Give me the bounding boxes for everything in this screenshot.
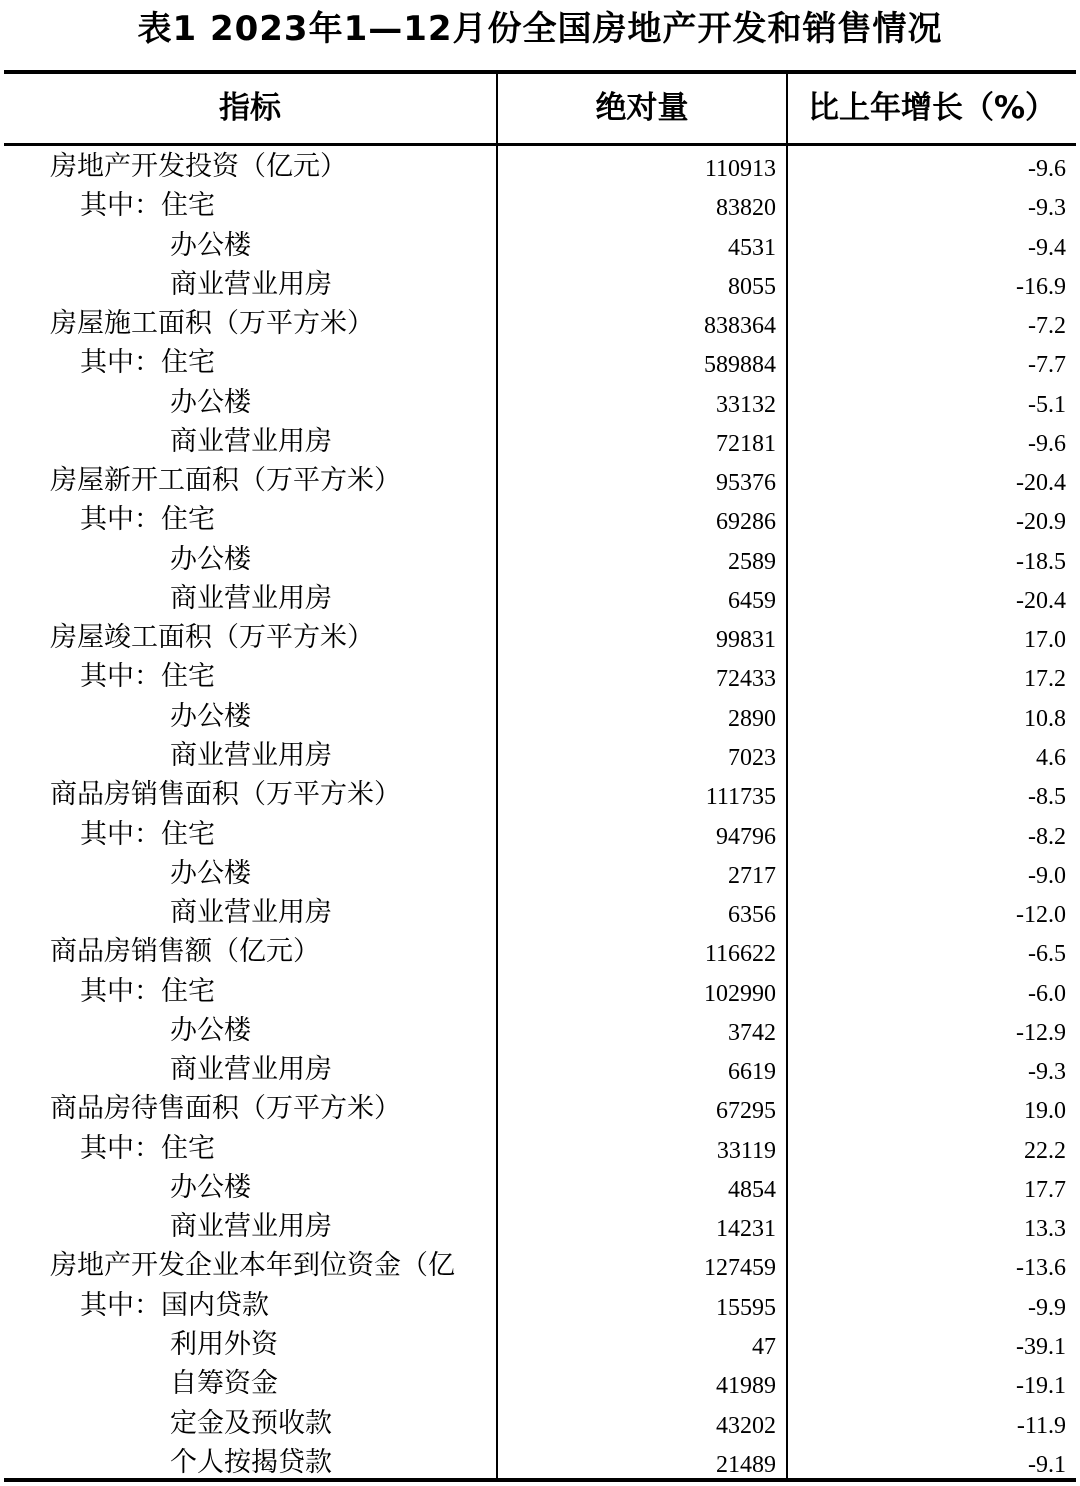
row-growth-value: -20.9 bbox=[1016, 509, 1066, 536]
row-growth-value: 13.3 bbox=[1024, 1216, 1066, 1243]
row-absolute-value: 14231 bbox=[716, 1216, 776, 1243]
row-absolute-value: 72433 bbox=[716, 666, 776, 693]
row-label: 房地产开发投资（亿元） bbox=[50, 151, 347, 182]
row-absolute-value: 83820 bbox=[716, 195, 776, 222]
bottom-rule bbox=[4, 1478, 1076, 1482]
row-absolute-value: 6356 bbox=[728, 902, 776, 929]
row-growth-value: 17.7 bbox=[1024, 1176, 1066, 1203]
row-label: 商业营业用房 bbox=[170, 739, 332, 771]
table-row bbox=[0, 855, 1080, 894]
row-growth-value: -7.2 bbox=[1028, 313, 1066, 340]
table-row bbox=[0, 737, 1080, 776]
table-row bbox=[0, 1326, 1080, 1365]
row-label: 商业营业用房 bbox=[170, 268, 332, 300]
table-row bbox=[0, 658, 1080, 697]
row-label: 其中：住宅 bbox=[80, 975, 215, 1007]
row-absolute-value: 99831 bbox=[716, 627, 776, 654]
table-row bbox=[0, 501, 1080, 540]
table-row bbox=[0, 1208, 1080, 1247]
row-label: 其中：住宅 bbox=[80, 661, 215, 693]
header-rule bbox=[4, 143, 1076, 146]
row-absolute-value: 21489 bbox=[716, 1451, 776, 1478]
row-label: 定金及预收款 bbox=[170, 1407, 332, 1439]
table-row bbox=[0, 1365, 1080, 1404]
row-absolute-value: 8055 bbox=[728, 273, 776, 300]
row-absolute-value: 43202 bbox=[716, 1412, 776, 1439]
row-growth-value: -39.1 bbox=[1016, 1333, 1066, 1360]
row-growth-value: -18.5 bbox=[1016, 548, 1066, 575]
row-absolute-value: 116622 bbox=[704, 941, 776, 968]
row-label: 个人按揭贷款 bbox=[170, 1446, 332, 1478]
row-absolute-value: 67295 bbox=[716, 1098, 776, 1125]
table-row bbox=[0, 619, 1080, 658]
row-absolute-value: 2890 bbox=[728, 705, 776, 732]
row-absolute-value: 110913 bbox=[704, 156, 776, 182]
row-growth-value: -16.9 bbox=[1016, 273, 1066, 300]
row-growth-value: -9.9 bbox=[1028, 1294, 1066, 1321]
row-label: 办公楼 bbox=[170, 386, 251, 418]
row-label: 商业营业用房 bbox=[170, 1054, 332, 1086]
row-growth-value: 17.0 bbox=[1024, 627, 1066, 654]
row-absolute-value: 72181 bbox=[716, 430, 776, 457]
row-label: 商业营业用房 bbox=[170, 582, 332, 614]
row-absolute-value: 2589 bbox=[728, 548, 776, 575]
row-label: 商品房待售面积（万平方米） bbox=[50, 1093, 401, 1125]
header-growth: 比上年增长（%） bbox=[807, 90, 1057, 126]
row-growth-value: -9.6 bbox=[1028, 430, 1066, 457]
row-label: 办公楼 bbox=[170, 229, 251, 261]
row-label: 房屋竣工面积（万平方米） bbox=[50, 622, 374, 654]
row-absolute-value: 47 bbox=[752, 1333, 776, 1360]
table-row bbox=[0, 305, 1080, 344]
row-absolute-value: 7023 bbox=[728, 744, 776, 771]
row-label: 其中：住宅 bbox=[80, 1132, 215, 1164]
table-row bbox=[0, 1287, 1080, 1326]
row-absolute-value: 589884 bbox=[704, 352, 776, 379]
row-label: 商业营业用房 bbox=[170, 1211, 332, 1243]
table-row bbox=[0, 1405, 1080, 1444]
row-growth-value: -20.4 bbox=[1016, 587, 1066, 614]
row-growth-value: -5.1 bbox=[1028, 391, 1066, 418]
row-growth-value: 17.2 bbox=[1024, 666, 1066, 693]
table-row bbox=[0, 1169, 1080, 1208]
row-label: 商品房销售额（亿元） bbox=[50, 936, 320, 968]
table-row bbox=[0, 541, 1080, 580]
row-absolute-value: 4531 bbox=[728, 234, 776, 261]
row-absolute-value: 94796 bbox=[716, 823, 776, 850]
row-growth-value: -9.6 bbox=[1028, 156, 1066, 182]
header-indicator: 指标 bbox=[219, 90, 281, 126]
row-growth-value: -6.0 bbox=[1028, 980, 1066, 1007]
row-label: 利用外资 bbox=[170, 1328, 278, 1360]
row-growth-value: -19.1 bbox=[1016, 1373, 1066, 1400]
row-absolute-value: 2717 bbox=[728, 862, 776, 889]
row-growth-value: -12.0 bbox=[1016, 902, 1066, 929]
table-row bbox=[0, 816, 1080, 855]
row-label: 房屋施工面积（万平方米） bbox=[50, 308, 374, 340]
table-row bbox=[0, 1090, 1080, 1129]
row-growth-value: -13.6 bbox=[1016, 1255, 1066, 1282]
row-growth-value: -9.4 bbox=[1028, 234, 1066, 261]
row-label: 其中：住宅 bbox=[80, 190, 215, 222]
table-row bbox=[0, 344, 1080, 383]
row-label: 办公楼 bbox=[170, 700, 251, 732]
row-absolute-value: 3742 bbox=[728, 1019, 776, 1046]
row-growth-value: -6.5 bbox=[1028, 941, 1066, 968]
table-row bbox=[0, 973, 1080, 1012]
row-growth-value: -11.9 bbox=[1016, 1412, 1066, 1439]
table-row bbox=[0, 1247, 1080, 1286]
table-row bbox=[0, 698, 1080, 737]
row-absolute-value: 33119 bbox=[716, 1137, 776, 1164]
row-absolute-value: 111735 bbox=[705, 784, 776, 811]
table-row bbox=[0, 933, 1080, 972]
row-label: 其中：住宅 bbox=[80, 347, 215, 379]
row-label: 自筹资金 bbox=[170, 1368, 278, 1400]
table-row bbox=[0, 423, 1080, 462]
table-body bbox=[0, 148, 1080, 1483]
table-row bbox=[0, 148, 1080, 187]
row-growth-value: 10.8 bbox=[1024, 705, 1066, 732]
row-growth-value: -8.5 bbox=[1028, 784, 1066, 811]
table-row bbox=[0, 227, 1080, 266]
row-label: 其中：住宅 bbox=[80, 504, 215, 536]
table-row bbox=[0, 462, 1080, 501]
header-absolute: 绝对量 bbox=[595, 90, 689, 126]
table-row bbox=[0, 266, 1080, 305]
row-growth-value: -20.4 bbox=[1016, 470, 1066, 497]
table-row bbox=[0, 1051, 1080, 1090]
table-row bbox=[0, 1130, 1080, 1169]
row-absolute-value: 6459 bbox=[728, 587, 776, 614]
row-growth-value: -9.3 bbox=[1028, 1059, 1066, 1086]
table-row bbox=[0, 776, 1080, 815]
row-label: 商业营业用房 bbox=[170, 425, 332, 457]
table-row bbox=[0, 1012, 1080, 1051]
row-label: 商品房销售面积（万平方米） bbox=[50, 779, 401, 811]
row-label: 其中：国内贷款 bbox=[80, 1289, 269, 1321]
table-title: 表1 2023年1—12月份全国房地产开发和销售情况 bbox=[137, 9, 943, 49]
row-growth-value: 19.0 bbox=[1024, 1098, 1066, 1125]
row-absolute-value: 15595 bbox=[716, 1294, 776, 1321]
row-growth-value: -9.1 bbox=[1028, 1451, 1066, 1478]
row-label: 办公楼 bbox=[170, 857, 251, 889]
table-row bbox=[0, 580, 1080, 619]
row-absolute-value: 4854 bbox=[728, 1176, 776, 1203]
row-label: 房屋新开工面积（万平方米） bbox=[50, 465, 401, 497]
row-absolute-value: 127459 bbox=[704, 1255, 776, 1282]
row-absolute-value: 69286 bbox=[716, 509, 776, 536]
row-growth-value: -12.9 bbox=[1016, 1019, 1066, 1046]
row-absolute-value: 102990 bbox=[704, 980, 776, 1007]
row-growth-value: 22.2 bbox=[1024, 1137, 1066, 1164]
row-absolute-value: 41989 bbox=[716, 1373, 776, 1400]
row-growth-value: 4.6 bbox=[1036, 744, 1066, 771]
row-absolute-value: 6619 bbox=[728, 1059, 776, 1086]
row-label: 办公楼 bbox=[170, 1171, 251, 1203]
row-label: 房地产开发企业本年到位资金（亿 bbox=[50, 1250, 455, 1282]
row-label: 办公楼 bbox=[170, 1014, 251, 1046]
row-growth-value: -8.2 bbox=[1028, 823, 1066, 850]
row-growth-value: -9.0 bbox=[1028, 862, 1066, 889]
table-row bbox=[0, 894, 1080, 933]
row-label: 商业营业用房 bbox=[170, 897, 332, 929]
row-absolute-value: 33132 bbox=[716, 391, 776, 418]
row-growth-value: -7.7 bbox=[1028, 352, 1066, 379]
row-growth-value: -9.3 bbox=[1028, 195, 1066, 222]
table-row bbox=[0, 384, 1080, 423]
row-absolute-value: 95376 bbox=[716, 470, 776, 497]
table-row bbox=[0, 187, 1080, 226]
row-label: 其中：住宅 bbox=[80, 818, 215, 850]
row-absolute-value: 838364 bbox=[704, 313, 776, 340]
row-label: 办公楼 bbox=[170, 543, 251, 575]
